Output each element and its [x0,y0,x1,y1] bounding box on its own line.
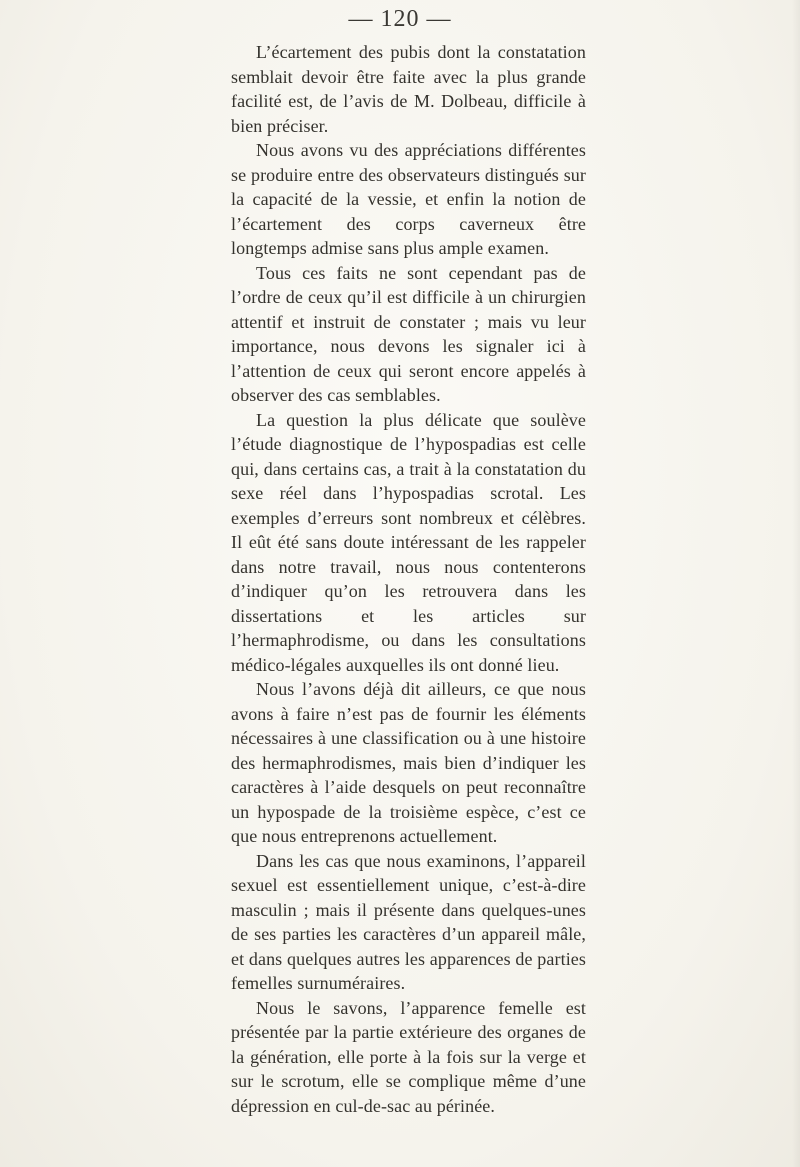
paragraph-5: Nous l’avons déjà dit ailleurs, ce que nous avons à faire n’est pas de fournir les éléments nécessaires à une classification ou à une histoire des hermaphrodismes, mais bien d’indiquer les caractères à l’aide desquels on peut reconnaître un hypospade de la troisième espèce, c’est ce que nous entreprenons actuellement. [231,679,586,846]
paragraph-4: La question la plus délicate que soulève l’étude diagnostique de l’hypospadias est celle qui, dans certains cas, a trait à la constatation du sexe réel dans l’hypospadias scrotal. Les exemples d’erreurs sont nombreux et célèbres. Il eût été sans doute intéressant de les rappeler dans notre travail, nous nous contenterons d’indiquer qu’on les retrouvera dans les dissertations et les articles sur l’hermaphrodisme, ou dans les consultations médico-légales auxquelles ils ont donné lieu. [231,409,586,675]
paragraph-3: Tous ces faits ne sont cependant pas de l’ordre de ceux qu’il est difficile à un chirurgien attentif et instruit de constater ; mais vu leur importance, nous devons les signaler ici à l’attention de ceux qui seront encore appelés à observer des cas semblables. [231,262,586,405]
paragraph-6: Dans les cas que nous examinons, l’appareil sexuel est essentiellement unique, c’est-à-dire masculin ; mais il présente dans quelques-unes de ses parties les caractères d’un appareil mâle, et dans quelques autres les apparences de parties femelles surnuméraires. [231,850,586,993]
scan-edge-shadow [792,0,800,1167]
paragraph-1: L’écartement des pubis dont la constatation semblait devoir être faite avec la plus grande facilité est, de l’avis de M. Dolbeau, difficile à bien préciser. [231,42,586,136]
paragraph-7: Nous le savons, l’apparence femelle est présentée par la partie extérieure des organes de la génération, elle porte à la fois sur la verge et sur le scrotum, elle se complique même d’une dépression en cul-de-sac au périnée. [231,997,586,1116]
page-body-text [231,40,586,1118]
page-number-header: — 120 — [348,6,452,32]
paragraph-2: Nous avons vu des appréciations différentes se produire entre des observateurs distingués sur la capacité de la vessie, et enfin la notion de l’écartement des corps caverneux être longtemps admise sans plus ample examen. [231,140,586,258]
